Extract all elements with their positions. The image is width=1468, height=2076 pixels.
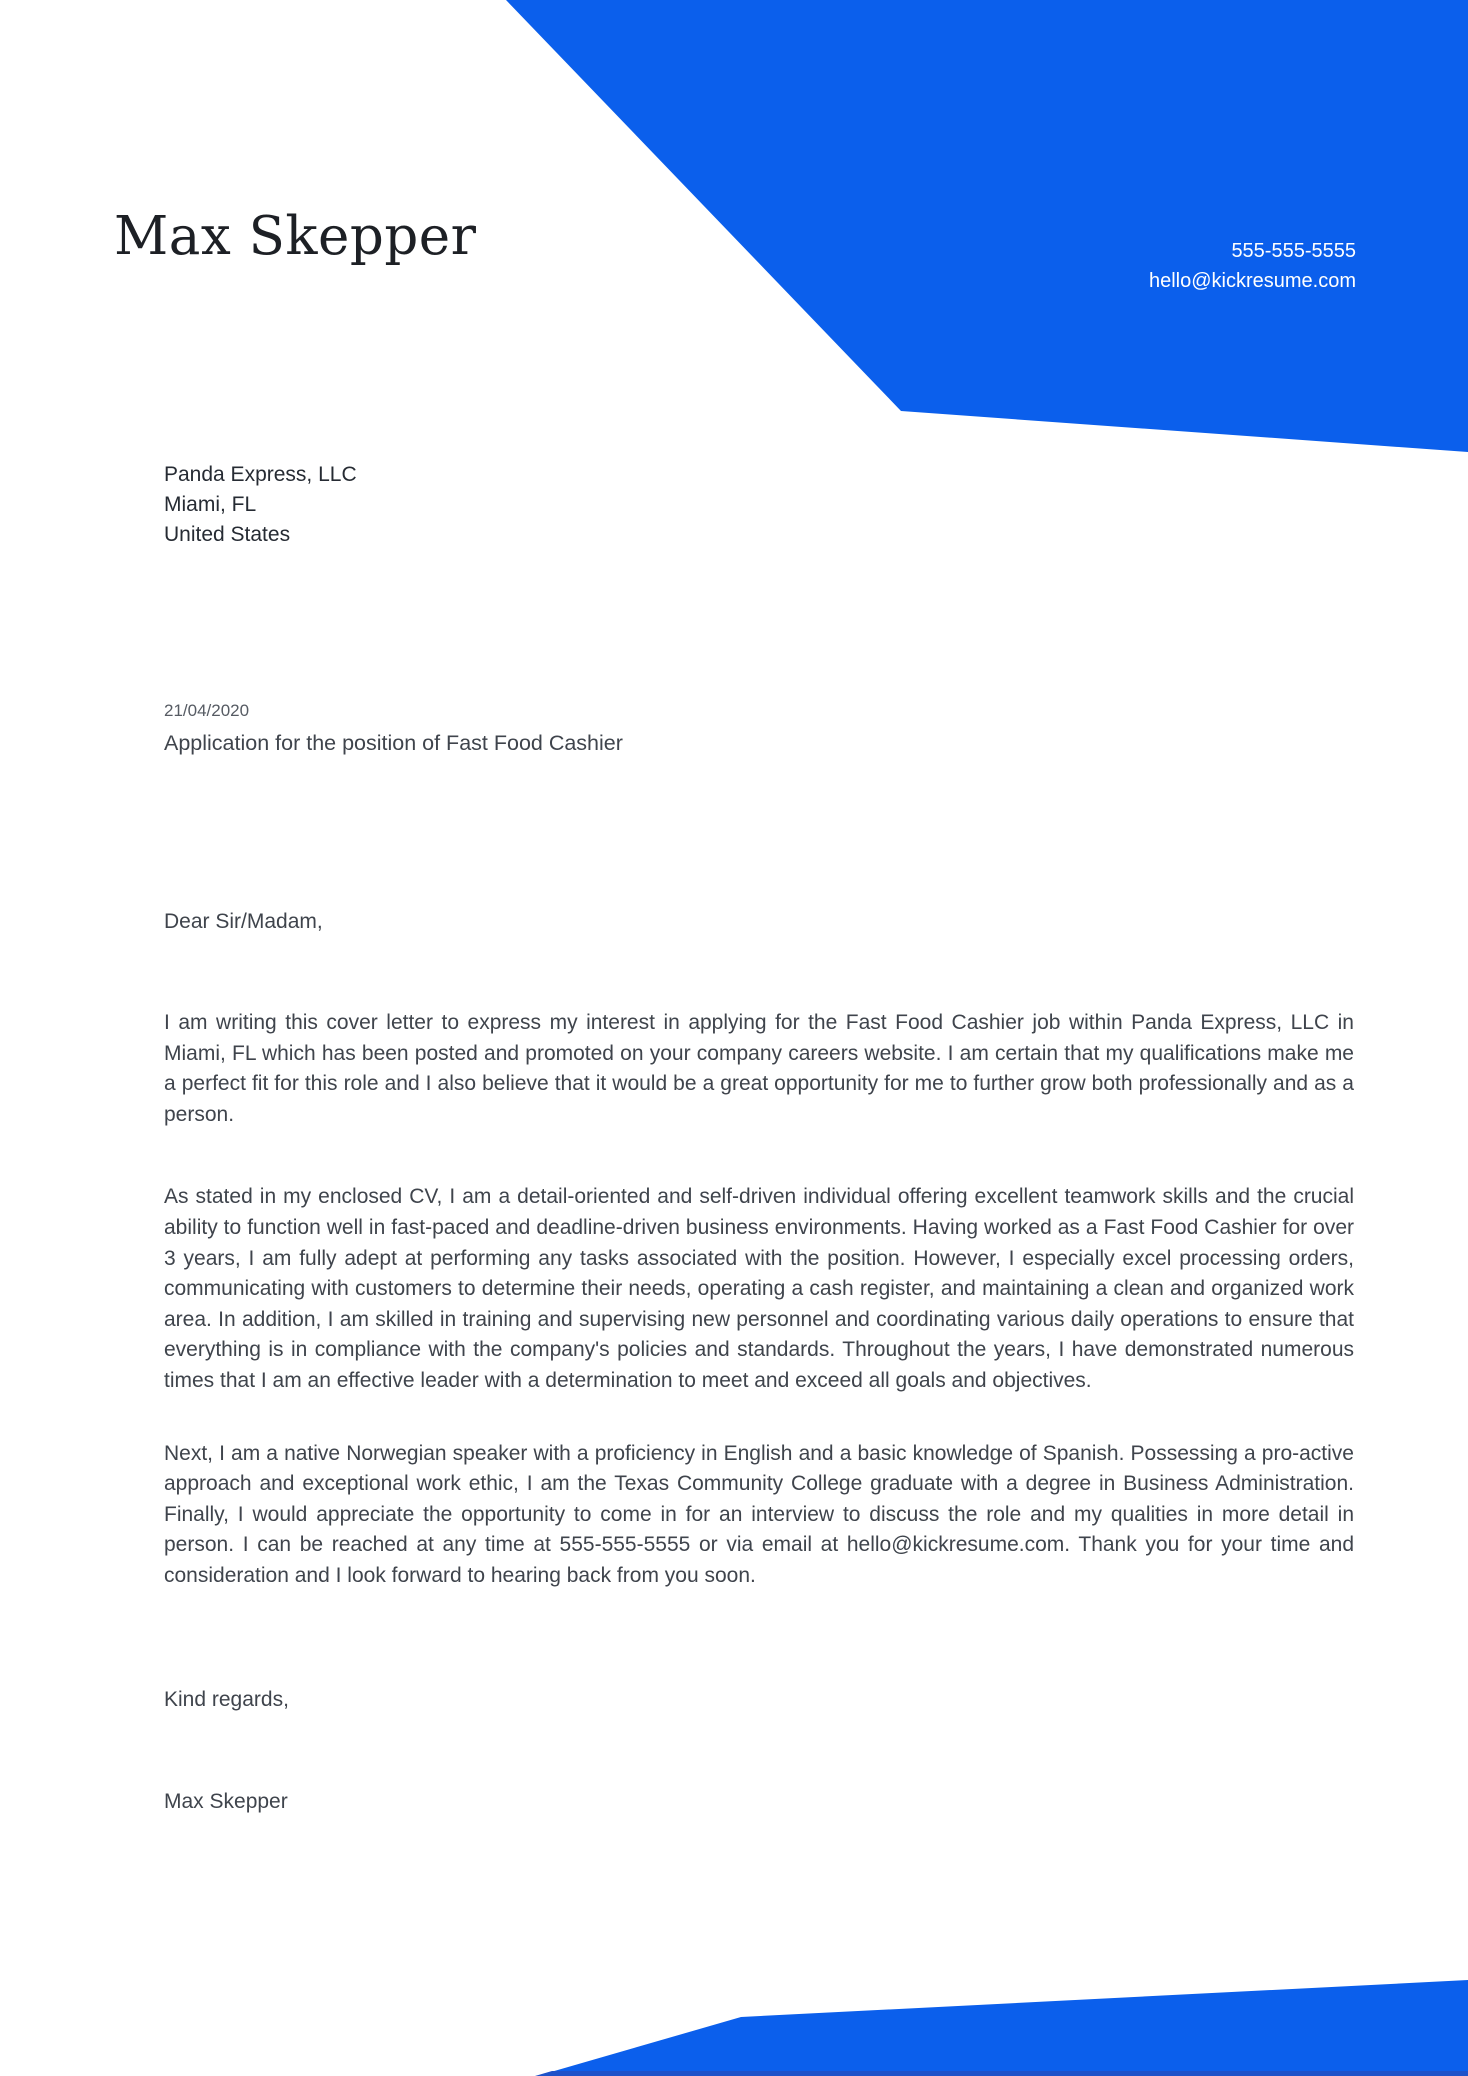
recipient-country: United States xyxy=(164,523,291,546)
signature-name: Max Skepper xyxy=(164,1790,288,1813)
recipient-address xyxy=(164,460,357,550)
top-accent-shape xyxy=(506,0,1468,452)
contact-email: hello@kickresume.com xyxy=(1148,270,1356,292)
closing: Kind regards, xyxy=(164,1688,289,1711)
salutation: Dear Sir/Madam, xyxy=(164,910,323,933)
bottom-dark-edge xyxy=(535,2071,1468,2076)
contact-phone: 555-555-5555 xyxy=(1231,240,1356,262)
paragraph-intro: I am writing this cover letter to express my interest in applying for the Fast Food Cashier job within Panda Express, LLC in Miami, FL which has been posted and promoted on your company careers website. I am certain that my qualifications make me a perfect fit for this role and I also believe that it would be a great opportunity for me to further grow both professionally and as a person. xyxy=(164,1011,1354,1126)
recipient-company: Panda Express, LLC xyxy=(164,463,357,486)
contact-info xyxy=(1149,236,1356,296)
paragraph-skills-contact: Next, I am a native Norwegian speaker with a proficiency in English and a basic knowledge of Spanish. Possessing a pro-active approach and exceptional work ethic, I am the Texas Community College graduate with a degree in Business Administration. Finally, I would appreciate the opportunity to come in for an interview to discuss the role and my qualities in more detail in person. I can be reached at any time at 555-555-5555 or via email at hello@kickresume.com. Thank you for your time and consideration and I look forward to hearing back from you soon. xyxy=(164,1441,1354,1587)
letter-body xyxy=(164,1008,1354,1592)
applicant-name: Max Skepper xyxy=(114,205,477,267)
bottom-accent-shape xyxy=(537,1980,1468,2076)
letter-subject: Application for the position of Fast Food Cashier xyxy=(164,731,623,755)
recipient-city: Miami, FL xyxy=(164,493,257,516)
paragraph-experience: As stated in my enclosed CV, I am a detail-oriented and self-driven individual offering excellent teamwork skills and the crucial ability to function well in fast-paced and deadline-driven business environments. Having worked as a Fast Food Cashier for over 3 years, I am fully adept at performing any tasks associated with the position. However, I especially excel processing orders, communicating with customers to determine their needs, operating a cash register, and maintaining a clean and organized work area. In addition, I am skilled in training and supervising new personnel and coordinating various daily operations to ensure that everything is in compliance with the company's policies and standards. Throughout the years, I have demonstrated numerous times that I am an effective leader with a determination to meet and exceed all goals and objectives. xyxy=(164,1185,1354,1392)
date-subject-block xyxy=(164,700,623,757)
letter-date: 21/04/2020 xyxy=(164,701,250,720)
